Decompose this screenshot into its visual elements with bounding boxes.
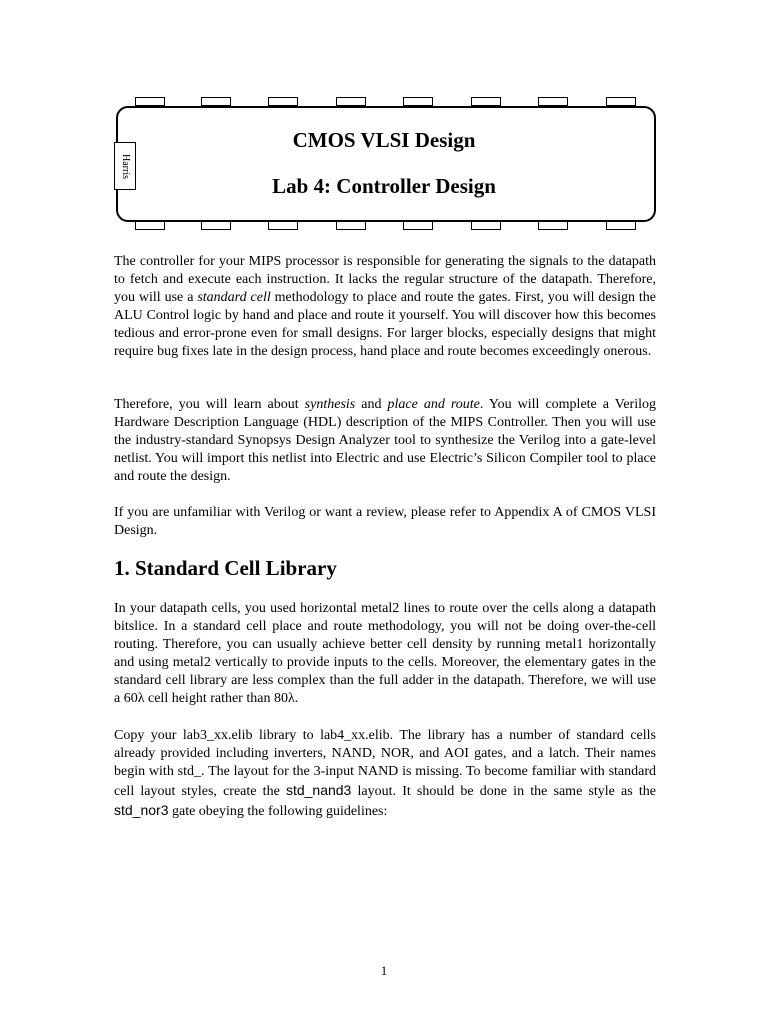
paragraph-verilog-review: If you are unfamiliar with Verilog or want a review, please refer to Appendix A of CMOS VLSI Design. [114, 505, 656, 538]
para5-text-b: layout. It should be done in the same style as the [351, 784, 656, 799]
chip-pin-bottom [201, 221, 231, 230]
chip-pin-top [268, 97, 298, 106]
chip-pin-bottom [403, 221, 433, 230]
chip-pin-top [135, 97, 165, 106]
cell-name-std-nand3: std_nand3 [285, 782, 352, 798]
para2-text-c: . You will complete a Verilog Hardware Description Language (HDL) description of the MIPS Controller. Then you will use the industry-standard Synopsys Design Analyzer tool to synthesize the Verilog into a gate-level netlist. You will import this netlist into Electric and use Electric’s Silicon Compiler tool to place and route the design. [114, 397, 656, 484]
chip-frame [116, 106, 656, 222]
document-subtitle: Lab 4: Controller Design [272, 174, 496, 198]
chip-tag-label: Harris [119, 153, 131, 179]
para5-text-c: gate obeying the following guidelines: [168, 804, 388, 819]
paragraph-datapath-cells: In your datapath cells, you used horizontal metal2 lines to route over the cells along a datapath bitslice. In a standard cell place and route methodology, you will not be doing over-the-cell routing. Therefore, you can usually achieve better cell density by running metal1 horizontally and using metal2 vertically to provide inputs to the cells. Moreover, the elementary gates in the standard cell library are less complex than the full adder in the datapath. Therefore, we will use a 60λ cell height rather than 80λ. [114, 601, 656, 706]
para2-emphasis-synthesis: synthesis [304, 397, 356, 412]
paragraph-synthesis [114, 396, 656, 486]
document-title: CMOS VLSI Design [292, 128, 476, 152]
para2-emphasis-place-route: place and route [387, 397, 480, 412]
chip-pin-bottom [268, 221, 298, 230]
chip-pin-top [606, 97, 636, 106]
chip-pin-top [471, 97, 501, 106]
chip-pin-bottom [471, 221, 501, 230]
para1-emphasis: standard cell [197, 290, 271, 305]
paragraph-copy-library [114, 727, 656, 821]
section-heading: 1. Standard Cell Library [114, 556, 337, 580]
para2-text-b: and [355, 397, 388, 412]
chip-pin-top [403, 97, 433, 106]
chip-pin-top [201, 97, 231, 106]
para1-text-b: methodology to place and route the gates. First, you will design the ALU Control logic by hand and place and route it yourself. You will discover how this becomes tedious and error-prone even for small designs. For larger blocks, especially designs that might require bug fixes late in the design process, hand place and route becomes exceedingly onerous. [114, 290, 657, 359]
chip-pin-top [336, 97, 366, 106]
para1-text-a: The controller for your MIPS processor is responsible for generating the signals to the datapath to fetch and execute each instruction. It lacks the regular structure of the datapath. Therefore, you will use a [114, 254, 656, 305]
para5-text-a: Copy your lab3_xx.elib library to lab4_xx.elib. The library has a number of standard cells already provided including inverters, NAND, NOR, and AOI gates, and a latch. Their names begin with std_. The layout for the 3-input NAND is missing. To become familiar with standard cell layout styles, create the [114, 728, 656, 799]
chip-pin-top [538, 97, 568, 106]
para2-text-a: Therefore, you will learn about [114, 397, 305, 412]
page-number: 1 [380, 963, 388, 978]
chip-pin-bottom [135, 221, 165, 230]
chip-pin-bottom [538, 221, 568, 230]
cell-name-std-nor3: std_nor3 [114, 802, 169, 818]
chip-pin-bottom [336, 221, 366, 230]
chip-pin-bottom [606, 221, 636, 230]
paragraph-intro [114, 253, 656, 361]
